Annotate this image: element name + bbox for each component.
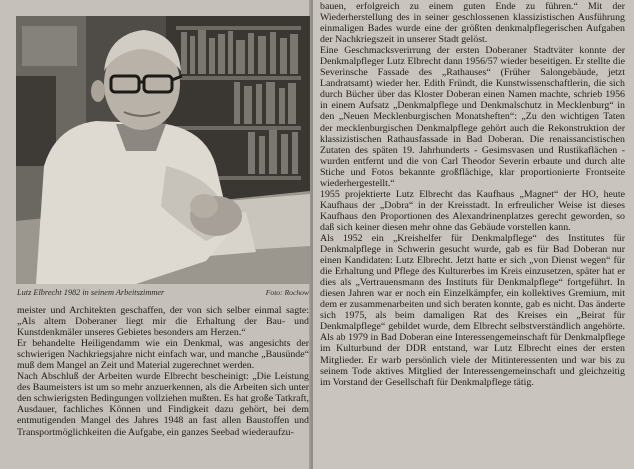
- paragraph: Nach Abschluß der Arbeiten wurde Elbrecht bescheinigt: „Die Leistung des Baumeisters ist um so mehr anzuerkennen, als die Arbeiten sich unter den schwierigsten Bedingungen vollziehen mußten. Es hat große Tatkraft, Ausdauer, fachliches Können und Findigkeit dazu gehört, bei dem entmutigenden Mangel des Jahres 1948 an fast allen Baustoffen und Transportmöglichkeiten die Aufgabe, ein ganzes Seebad wiederaufzu-: [17, 371, 310, 438]
- paragraph: Eine Geschmacksverirrung der ersten Doberaner Stadtväter konnte der Denkmalpfleger Lutz Elbrecht dann 1956/57 wieder beseitigen. Er stellte die Severinsche Fassade des „Rathauses“ (Früher Salongebäude, jetzt Landratsamt) wieder her. Edith Fründt, die Kunstwissenschaftlerin, die sich durch Bücher über das Kloster Doberan einen Namen machte, schrieb 1956 in einem Aufsatz „Denkmalpflege und Denkmalschutz in Mecklenburg“ in den „Neuen Mecklenburgischen Monatsheften“: „Zu den wichtigen Taten der mecklenburgischen Denkmalpflege gehört auch die Rekonstruktion der klassizistischen Rathausfassade in Bad Doberan. Die renaissancistischen Zutaten des späten 19. Jahrhunderts - Gesimsvasen und Rustikaflächen - wurden entfernt und die von Carl Theodor Severin erbaute und durch alte Stiche und Fotos bekannte großflächige, klar proportionierte Frontseite wiederhergestellt.“: [320, 45, 625, 189]
- caption-text: Lutz Elbrecht 1982 in seinem Arbeitszimmer: [17, 288, 165, 297]
- portrait-photo: [16, 16, 310, 284]
- paragraph: bauen, erfolgreich zu einem guten Ende zu führen.“ Mit der Wiederherstellung des in seiner geschlossenen klassizistischen Ausführung einmaligen Bades wurde eine der größten denkmalpflegerischen Aufgaben der Nachkriegszeit in unserer Stadt gelöst.: [320, 1, 625, 46]
- paragraph: meister und Architekten geschaffen, der von sich selber einmal sagte: „Als altem Doberaner liegt mir die Erhaltung der Bau- und Kunstdenkmäler unseres Gebietes besonders am Herzen.“: [17, 305, 309, 339]
- photo-credit: Foto: Rochow: [265, 288, 309, 297]
- left-text-column: [17, 305, 309, 438]
- paragraph: Er behandelte Heiligendamm wie ein Denkmal, was angesichts der schwierigen Nachkriegsjahre nicht einfach war, und manche „Bausünde“ muß dem Mangel an Zeit und Material zugerechnet werden.: [17, 338, 309, 372]
- photo-caption: [17, 288, 309, 300]
- paragraph: 1955 projektierte Lutz Elbrecht das Kaufhaus „Magnet“ der HO, heute Kaufhaus der „Dobra“ in der Kreisstadt. In erfreulicher Weise ist dieses Kaufhaus den Proportionen des Alexandrinenplatzes gerecht geworden, so daß sich keiner diesen mehr ohne das Gebäude vorstellen kann.: [320, 188, 625, 233]
- right-text-column: [320, 1, 625, 388]
- paragraph: Als 1952 ein „Kreishelfer für Denkmalpflege“ des Institutes für Denkmalpflege in Schwerin gesucht wurde, gab es für Bad Doberan nur einen Kandidaten: Lutz Elbrecht. Jetzt hatte er sich „von Dienst wegen“ für die Erhaltung und Pflege des Kulturerbes im Kreis einzusetzen, später hat er dies als „Vertrauensmann des Instituts für Denkmalpflege“ fortgeführt. In diesen Jahren war er noch ein Einzelkämpfer, ein kollektives Gremium, mit dem er zusammenarbeiten und sich beraten konnte, gab es nicht. Das änderte sich 1975, als beim damaligen Rat des Kreises ein „Beirat für Denkmalpflege“ gebildet wurde, dem Elbrecht selbstverständlich angehörte. Als ab 1979 in Bad Doberan eine Interessengemeinschaft für Denkmalpflege im Kulturbund der DDR entstand, war Lutz Elbrecht eines der ersten Mitglieder. Er warb persönlich viele der Mitinteressenten und war bis zu seinem Tode aktives Mitglied der Interessengemeinschaft und gleichzeitig im Vorstand der Gesellschaft für Denkmalpflege tätig.: [320, 232, 625, 388]
